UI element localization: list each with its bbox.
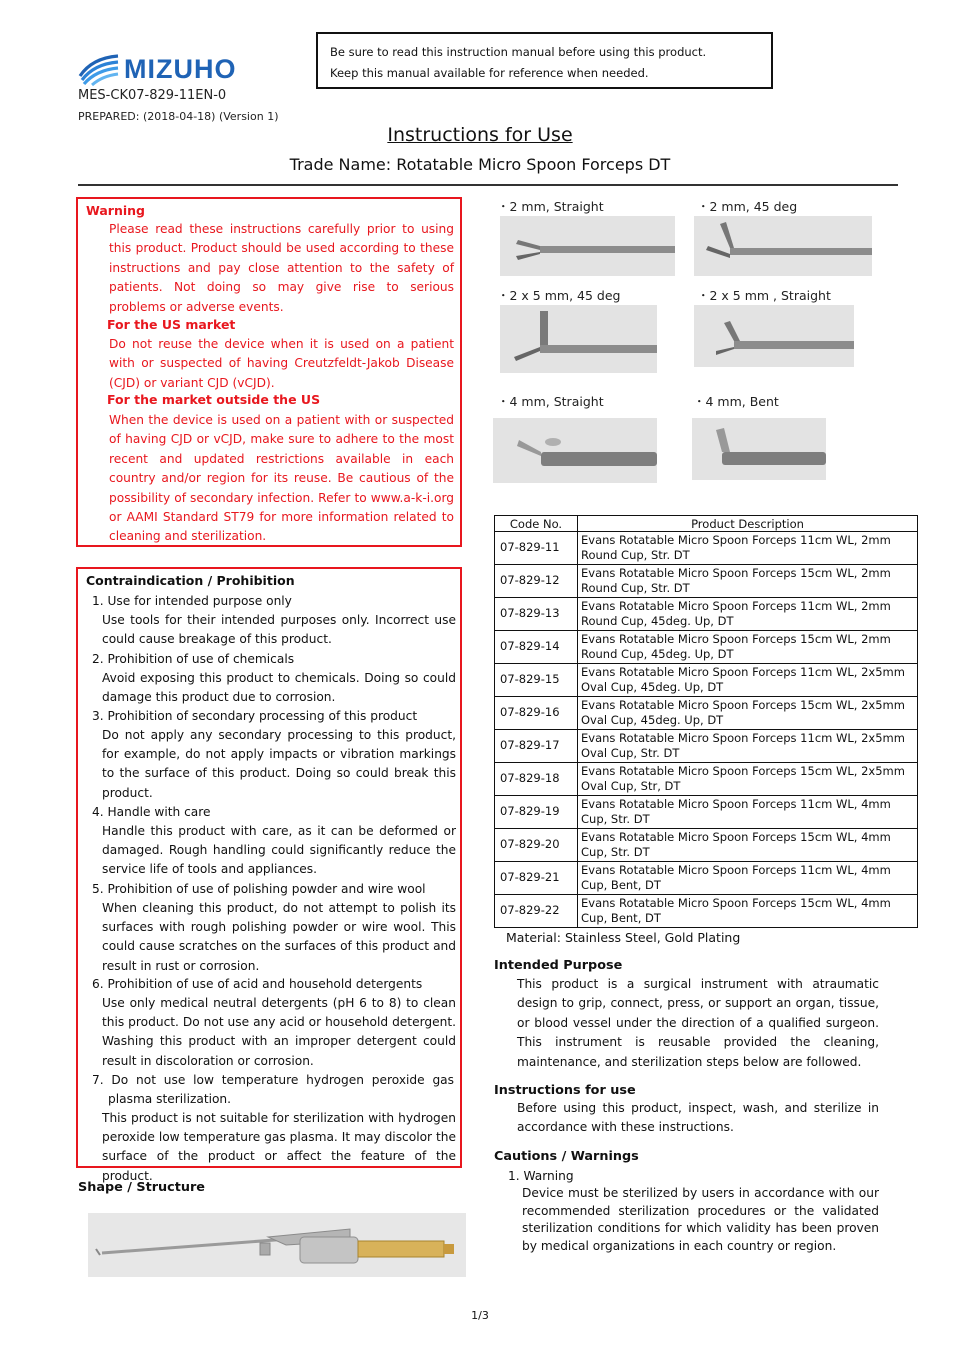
contra-item-head: 2. Prohibition of use of chemicals: [92, 652, 295, 666]
variant-caption: ・2 x 5 mm, 45 deg: [497, 288, 621, 303]
description-line: Cup, Bent, DT: [581, 911, 661, 925]
contra-item-text: Do not apply any secondary processing to this product, for example, do not apply impacts or vibration markings to the surface of this product. Doing so could break this product.: [102, 728, 456, 800]
contra-item-text: Use only medical neutral detergents (pH 6 to 8) to clean this product. Do not use any acid or household detergent. Washing this product with an improper detergent could result in discoloration or corrosion.: [102, 996, 456, 1068]
warning-box: [76, 197, 462, 547]
description-cell: [578, 532, 918, 565]
prepared-date: PREPARED: (2018-04-18) (Version 1): [78, 110, 279, 123]
logo-mark-icon: [78, 52, 122, 86]
us-market-title: For the US market: [107, 317, 236, 332]
instructions-text: Before using this product, inspect, wash, and sterilize in accordance with these instructions.: [517, 1101, 879, 1135]
contra-item-text: Handle this product with care, as it can be deformed or damaged. Rough handling could significantly reduce the service life of tools and appliances.: [102, 824, 456, 877]
forceps-tip-icon: [500, 216, 675, 276]
description-line: Oval Cup, 45deg. Up, DT: [581, 713, 724, 727]
shape-structure-title: Shape / Structure: [78, 1180, 205, 1195]
variant-photo: [493, 418, 657, 483]
table-row: [495, 895, 918, 928]
table-header-row: [495, 516, 918, 532]
description-line: Evans Rotatable Micro Spoon Forceps 11cm WL, 2x5mm: [581, 730, 905, 745]
notice-line: Be sure to read this instruction manual before using this product.: [330, 45, 707, 59]
description-line: Round Cup, 45deg. Up, DT: [581, 647, 734, 661]
intended-purpose-text: This product is a surgical instrument with atraumatic design to grip, connect, press, or support an organ, tissue, or blood vessel under the direction of a qualified surgeon. This instrument is reusable provided the cleaning, maintenance, and sterilization steps below are followed.: [517, 977, 879, 1069]
description-line: Cup, Str. DT: [581, 845, 650, 859]
description-line: Evans Rotatable Micro Spoon Forceps 15cm WL, 2x5mm: [581, 763, 905, 778]
cautions-title: Cautions / Warnings: [494, 1149, 639, 1164]
contra-item-text: Use tools for their intended purposes only. Incorrect use could cause breakage of this product.: [102, 613, 456, 647]
outside-us-text: When the device is used on a patient with or suspected of having CJD or vCJD, make sure to adhere to the most recent and updated restrictions available in each country and/or region for its reuse. Be cautious of the possibility of secondary infection. Refer to www.a-k-i.org or AAMI Standard ST79 for more information related to cleaning and sterilization.: [109, 413, 454, 544]
code-cell: 07-829-19: [495, 796, 578, 829]
code-cell: 07-829-18: [495, 763, 578, 796]
contra-item-text: This product is not suitable for sterilization with hydrogen peroxide low temperature gas plasma. It may discolor the surface of the product or affect the feature of the product.: [102, 1111, 456, 1183]
document-number: MES-CK07-829-11EN-0: [78, 88, 227, 103]
description-line: Evans Rotatable Micro Spoon Forceps 11cm WL, 4mm: [581, 796, 891, 811]
instrument-photo: [88, 1213, 466, 1277]
description-line: Evans Rotatable Micro Spoon Forceps 15cm WL, 2mm: [581, 565, 891, 580]
table-row: [495, 862, 918, 895]
code-cell: 07-829-11: [495, 532, 578, 565]
description-cell: [578, 763, 918, 796]
description-line: Oval Cup, Str. DT: [581, 746, 680, 760]
code-cell: 07-829-14: [495, 631, 578, 664]
description-line: Evans Rotatable Micro Spoon Forceps 15cm WL, 2mm: [581, 631, 891, 646]
us-market-text: Do not reuse the device when it is used on a patient with or suspected of having Creutzfeldt-Jakob Disease (CJD) or variant CJD (vCJD).: [109, 337, 454, 390]
table-row: [495, 763, 918, 796]
description-cell: [578, 829, 918, 862]
warning-title: Warning: [86, 203, 145, 218]
forceps-drawing-icon: [88, 1213, 466, 1277]
contraindication-title: Contraindication / Prohibition: [86, 573, 295, 588]
contra-item-head: 1. Use for intended purpose only: [92, 594, 292, 608]
mizuho-logo: [78, 52, 248, 86]
column-header-code: Code No.: [495, 516, 578, 532]
description-cell: [578, 631, 918, 664]
code-cell: 07-829-13: [495, 598, 578, 631]
description-line: Cup, Bent, DT: [581, 878, 661, 892]
code-cell: 07-829-15: [495, 664, 578, 697]
forceps-tip-icon: [694, 216, 872, 276]
column-header-description: Product Description: [578, 516, 918, 532]
table-row: [495, 796, 918, 829]
table-row: [495, 598, 918, 631]
contra-item-text: Avoid exposing this product to chemicals. Doing so could damage this product due to corrosion.: [102, 671, 456, 705]
description-line: Oval Cup, 45deg. Up, DT: [581, 680, 724, 694]
description-cell: [578, 862, 918, 895]
page-number: 1/3: [471, 1309, 489, 1322]
description-cell: [578, 895, 918, 928]
warning-paragraph: Please read these instructions carefully prior to using this product. Product should be used according to these instructions and pay close attention to the safety of patients. Not doing so may give rise to serious problems or adverse events.: [109, 222, 454, 314]
description-line: Evans Rotatable Micro Spoon Forceps 11cm WL, 4mm: [581, 862, 891, 877]
forceps-tip-icon: [694, 305, 854, 367]
variant-caption: ・4 mm, Straight: [497, 394, 604, 409]
variant-photo: [694, 216, 872, 276]
description-cell: [578, 598, 918, 631]
table-row: [495, 730, 918, 763]
contra-item-head: 3. Prohibition of secondary processing of this product: [92, 709, 418, 723]
description-cell: [578, 664, 918, 697]
description-line: Evans Rotatable Micro Spoon Forceps 15cm WL, 2x5mm: [581, 697, 905, 712]
code-cell: 07-829-12: [495, 565, 578, 598]
description-line: Oval Cup, Str, DT: [581, 779, 681, 793]
description-line: Evans Rotatable Micro Spoon Forceps 11cm WL, 2mm: [581, 532, 891, 547]
product-table: [494, 515, 918, 928]
variant-caption: ・2 x 5 mm , Straight: [697, 288, 831, 303]
forceps-tip-icon: [500, 305, 657, 373]
forceps-tip-icon: [692, 418, 826, 480]
code-cell: 07-829-16: [495, 697, 578, 730]
notice-line: Keep this manual available for reference when needed.: [330, 66, 649, 80]
document-title: Instructions for Use: [387, 124, 573, 146]
table-row: [495, 664, 918, 697]
notice-box: [316, 32, 773, 89]
description-line: Evans Rotatable Micro Spoon Forceps 15cm WL, 4mm: [581, 829, 891, 844]
contraindication-box: [76, 567, 462, 1183]
header-divider: [78, 184, 898, 186]
table-row: [495, 565, 918, 598]
code-cell: 07-829-20: [495, 829, 578, 862]
variant-caption: ・2 mm, 45 deg: [697, 199, 798, 214]
material-note: Material: Stainless Steel, Gold Plating: [506, 930, 741, 945]
cautions-item-text: Device must be sterilized by users in accordance with our recommended sterilization procedures or the validated sterilization conditions for which validity has been proven by medical organizations in each country or region.: [522, 1186, 879, 1253]
code-cell: 07-829-21: [495, 862, 578, 895]
code-cell: 07-829-22: [495, 895, 578, 928]
contra-item-text: When cleaning this product, do not attempt to polish its surfaces with rough polishing powder or wire wool. This could cause scratches on the surfaces of this product and result in rust or corrosion.: [102, 901, 456, 973]
variant-photo: [500, 216, 675, 276]
description-cell: [578, 796, 918, 829]
description-line: Evans Rotatable Micro Spoon Forceps 11cm WL, 2mm: [581, 598, 891, 613]
table-row: [495, 631, 918, 664]
outside-us-title: For the market outside the US: [107, 392, 321, 407]
table-row: [495, 829, 918, 862]
contra-item-head: 7. Do not use low temperature hydrogen peroxide gas plasma sterilization.: [92, 1073, 454, 1107]
code-cell: 07-829-17: [495, 730, 578, 763]
contra-item-head: 4. Handle with care: [92, 805, 211, 819]
description-cell: [578, 730, 918, 763]
cautions-item-head: 1. Warning: [508, 1169, 574, 1183]
description-line: Round Cup, Str. DT: [581, 548, 690, 562]
variant-photo: [694, 305, 854, 367]
contra-item-head: 6. Prohibition of use of acid and household detergents: [92, 977, 423, 991]
variant-caption: ・4 mm, Bent: [693, 394, 779, 409]
logo-word: MIZUHO: [124, 54, 237, 84]
description-line: Round Cup, 45deg. Up, DT: [581, 614, 734, 628]
description-line: Evans Rotatable Micro Spoon Forceps 15cm WL, 4mm: [581, 895, 891, 910]
description-cell: [578, 565, 918, 598]
table-row: [495, 532, 918, 565]
variant-photo: [692, 418, 826, 480]
description-line: Evans Rotatable Micro Spoon Forceps 11cm WL, 2x5mm: [581, 664, 905, 679]
description-line: Round Cup, Str. DT: [581, 581, 690, 595]
trade-name: Trade Name: Rotatable Micro Spoon Forceps DT: [289, 155, 671, 174]
instructions-title: Instructions for use: [494, 1083, 636, 1098]
forceps-tip-icon: [493, 418, 657, 483]
variant-photo: [500, 305, 657, 373]
table-row: [495, 697, 918, 730]
intended-purpose-title: Intended Purpose: [494, 958, 623, 973]
variant-caption: ・2 mm, Straight: [497, 199, 604, 214]
description-cell: [578, 697, 918, 730]
description-line: Cup, Str. DT: [581, 812, 650, 826]
contra-item-head: 5. Prohibition of use of polishing powder and wire wool: [92, 882, 426, 896]
